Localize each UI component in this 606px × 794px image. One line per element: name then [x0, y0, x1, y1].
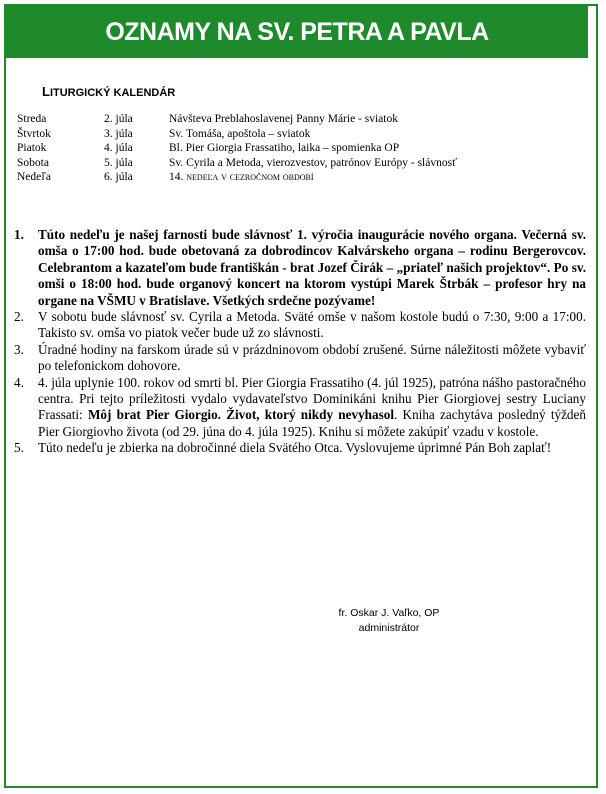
calendar-desc: Sv. Cyrila a Metoda, vierozvestov, patrónov Európy - slávnosť	[169, 156, 457, 169]
calendar-row	[17, 127, 457, 142]
calendar-desc: 14. nedeľa v cezročnom období	[169, 171, 314, 184]
page-title: OZNAMY NA SV. PETRA A PAVLA	[6, 6, 588, 58]
calendar-day: Sobota	[17, 156, 49, 169]
calendar-date: 6. júla	[104, 171, 133, 184]
list-number: 1.	[14, 227, 24, 242]
calendar-date: 2. júla	[104, 113, 133, 125]
liturgical-calendar-heading	[42, 84, 175, 99]
calendar-row	[17, 112, 457, 127]
liturgical-calendar	[17, 112, 457, 185]
list-item	[14, 342, 586, 375]
calendar-desc: Návšteva Preblahoslavenej Panny Márie - sviatok	[169, 113, 398, 125]
calendar-date: 3. júla	[104, 127, 133, 140]
announcement-text: V sobotu bude slávnosť sv. Cyrila a Metoda. Sväté omše v našom kostole budú o 7:30, 9:00 a 17:00. Takisto sv. omša vo piatok večer bude už zo slávnosti.	[38, 309, 586, 341]
calendar-desc: Sv. Tomáša, apoštola – sviatok	[169, 127, 311, 140]
calendar-date: 4. júla	[104, 142, 133, 155]
calendar-row	[17, 156, 457, 171]
list-item	[14, 227, 586, 309]
announcement-text: Túto nedeľu je našej farnosti bude slávnosť 1. výročia inaugurácie nového organa. Večerná sv. omša o 17:00 hod. bude obetovaná za dobrodincov Kalvárskeho organa – rodinu Bergerovcov. Celebrantom a kazateľom bude františkán - brat Jozef Čirák – „priateľ našich projektov“. Po sv. omši o 18:00 hod. bude organový koncert na ktorom vystúpi Marek Štrbák – profesor hry na organe na VŠMU v Bratislave. Všetkých srdečne pozývame!	[38, 227, 586, 308]
calendar-day: Nedeľa	[17, 171, 52, 184]
signature-block	[300, 606, 478, 636]
calendar-date: 5. júla	[104, 156, 133, 169]
announcement-text: Túto nedeľu je zbierka na dobročinné diela Svätého Otca. Vyslovujeme úprimné Pán Boh zaplať!	[38, 440, 552, 456]
heading-initial: L	[42, 84, 50, 99]
announcement-text-part: . Kniha zachytáva posledný týždeň Pier Giorgiovho života (od 29. júna do 4. júla 1925). Knihu si môžete zakúpiť vzadu v kostole.	[38, 407, 586, 439]
calendar-day: Štvrtok	[17, 127, 51, 140]
signature-name: fr. Oskar J. Vaľko, OP	[338, 607, 440, 619]
signature-role: administrátor	[358, 622, 420, 634]
list-number: 5.	[14, 440, 24, 456]
calendar-day: Streda	[17, 113, 47, 125]
list-number: 3.	[14, 341, 24, 357]
list-item	[14, 375, 586, 441]
list-number: 4.	[14, 374, 24, 390]
list-item	[14, 440, 586, 456]
calendar-row	[17, 141, 457, 156]
list-number: 2.	[14, 309, 24, 325]
announcement-text-part: 4. júla uplynie 100. rokov od smrti bl. Pier Giorgia Frassatiho (4. júl 1925), patróna nášho pastoračného centra. Pri tejto príležitosti vydalo vydavateľstvo Dominikáni knihu Pier Giorgiovej sestry Luciany Frassati:	[38, 374, 586, 423]
announcement-text	[38, 375, 586, 441]
calendar-day: Piatok	[17, 142, 47, 155]
list-item	[14, 309, 586, 342]
announcements-list	[14, 227, 586, 457]
calendar-desc: Bl. Pier Giorgia Frassatiho, laika – spomienka OP	[169, 142, 400, 155]
calendar-row	[17, 170, 457, 185]
announcement-text: Úradné hodiny na farskom úrade sú v prázdninovom období zrušené. Súrne náležitosti môžete vybaviť po telefonickom dohovore.	[38, 341, 586, 374]
heading-rest: ITURGICKÝ KALENDÁR	[49, 87, 176, 99]
book-title: Môj brat Pier Giorgio. Život, ktorý nikdy nevyhasol	[87, 407, 394, 423]
